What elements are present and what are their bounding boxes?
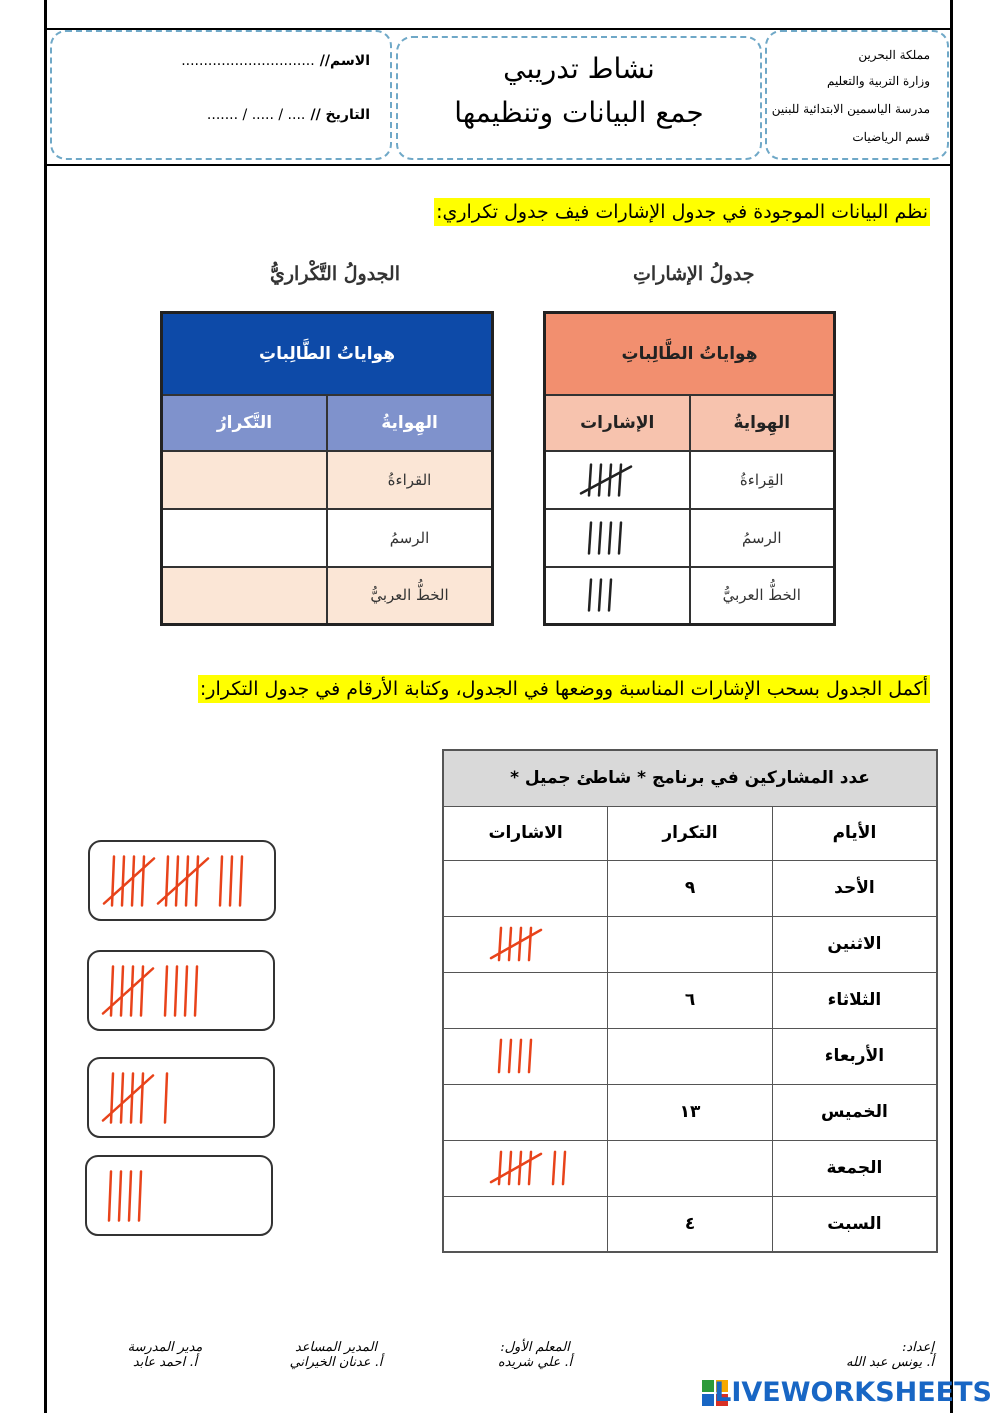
drag-option-tally[interactable]: [88, 840, 276, 921]
tally-stroke: [220, 857, 222, 906]
school-info-line-2: وزارة التربية والتعليم: [826, 74, 930, 88]
tally-stroke: [509, 928, 511, 960]
participants-table: [442, 749, 938, 1253]
drag-option-tally[interactable]: [87, 1057, 275, 1138]
footer-prepared: [814, 1340, 934, 1370]
tally-table: [543, 311, 836, 626]
tally-stroke: [589, 464, 591, 495]
tally-stroke: [230, 857, 232, 906]
day-cell: الاثنين: [772, 916, 937, 972]
day-cell: الأحد: [772, 860, 937, 916]
tally-stroke: [619, 464, 621, 495]
name-field[interactable]: ..............................: [181, 53, 315, 69]
tally-marks-cell: [545, 509, 690, 567]
principal-name: أ. احمد عابد: [132, 1355, 198, 1370]
tally-stroke: [122, 857, 124, 906]
frequency-cell[interactable]: [608, 1140, 773, 1196]
tally-marks: [487, 1145, 607, 1191]
tally-drop-zone[interactable]: [443, 972, 608, 1028]
tally-stroke: [165, 967, 167, 1016]
participants-col-freq: التكرار: [608, 806, 773, 860]
frequency-row-hobby: الخطُّ العربيُّ: [327, 567, 493, 625]
tally-table-header: هِواياتُ الطَّالِباتِ: [545, 313, 835, 395]
tally-stroke: [165, 1074, 167, 1123]
tally-row-hobby: القِراءةُ: [690, 451, 835, 509]
tally-drop-zone[interactable]: [443, 1140, 608, 1196]
tally-strike: [491, 1154, 541, 1182]
date-row: [207, 104, 370, 123]
prepared-name: أ. يونس عبد الله: [845, 1355, 934, 1370]
instruction-2: أكمل الجدول بسحب الإشارات المناسبة ووضعها في الجدول، وكتابة الأرقام في جدول التكرار:: [198, 675, 930, 703]
right-border-line: [950, 0, 953, 1413]
tally-stroke: [141, 967, 143, 1016]
name-row: [181, 50, 370, 69]
prepared-label: إعداد:: [902, 1340, 934, 1355]
date-field[interactable]: .... / ..... / .......: [206, 107, 306, 123]
school-info-line-1: مملكة البحرين: [858, 48, 930, 62]
tally-stroke: [509, 1040, 511, 1072]
first-teacher-label: المعلم الأول:: [500, 1340, 570, 1355]
tally-stroke: [131, 967, 133, 1016]
tally-strike: [581, 466, 631, 493]
frequency-col-freq: التَّكرارُ: [162, 395, 328, 451]
tally-marks: [577, 516, 657, 560]
tally-col-hobby: الهِوايةُ: [690, 395, 835, 451]
tally-stroke: [599, 522, 601, 553]
tally-marks: [100, 846, 270, 916]
footer-principal: [110, 1340, 220, 1370]
tally-row-hobby: الرسمُ: [690, 509, 835, 567]
date-label: التاريخ //: [310, 107, 370, 123]
frequency-cell[interactable]: ٤: [608, 1196, 773, 1252]
tally-drop-zone[interactable]: [443, 860, 608, 916]
tally-stroke: [121, 1074, 123, 1123]
footer-first-teacher: [480, 1340, 590, 1370]
tally-stroke: [196, 857, 198, 906]
tally-stroke: [166, 857, 168, 906]
tally-stroke: [499, 928, 501, 960]
tally-stroke: [499, 1152, 501, 1184]
participants-table-title: عدد المشاركين في برنامج * شاطئ جميل *: [443, 750, 937, 806]
assistant-principal-name: أ. عدنان الخيراني: [289, 1355, 383, 1370]
frequency-cell[interactable]: ١٣: [608, 1084, 773, 1140]
tally-stroke: [589, 580, 591, 611]
tally-marks: [487, 921, 607, 967]
tally-stroke: [529, 1040, 531, 1072]
tally-drop-zone[interactable]: [443, 916, 608, 972]
tally-stroke: [519, 1040, 521, 1072]
tally-marks: [487, 977, 607, 1023]
tally-stroke: [609, 522, 611, 553]
frequency-cell[interactable]: [608, 1028, 773, 1084]
tally-drop-zone[interactable]: [443, 1028, 608, 1084]
tally-stroke: [609, 464, 611, 495]
frequency-input-cell[interactable]: [162, 509, 328, 567]
tally-stroke: [186, 857, 188, 906]
tally-stroke: [112, 857, 114, 906]
tally-stroke: [109, 1172, 111, 1221]
tally-stroke: [195, 967, 197, 1016]
tally-stroke: [129, 1172, 131, 1221]
tally-stroke: [175, 967, 177, 1016]
drag-option-tally[interactable]: [87, 950, 275, 1031]
brand-logo[interactable]: LIVEWORKSHEETS: [714, 1377, 992, 1408]
tally-col-tally: الإشارات: [545, 395, 690, 451]
frequency-cell[interactable]: [608, 916, 773, 972]
tally-stroke: [609, 580, 611, 611]
frequency-table-caption: الجدولُ التَّكْراريُّ: [270, 263, 401, 285]
tally-stroke: [240, 857, 242, 906]
day-cell: الجمعة: [772, 1140, 937, 1196]
tally-strike: [158, 859, 208, 904]
day-cell: الثلاثاء: [772, 972, 937, 1028]
tally-marks: [99, 1063, 269, 1133]
tally-stroke: [142, 857, 144, 906]
tally-stroke: [509, 1152, 511, 1184]
tally-row-hobby: الخطُّ العربيُّ: [690, 567, 835, 625]
tally-table-caption: جدولُ الإشاراتِ: [633, 263, 755, 285]
tally-marks: [99, 956, 269, 1026]
tally-stroke: [176, 857, 178, 906]
frequency-row-hobby: القراءةُ: [327, 451, 493, 509]
tally-marks: [487, 1201, 607, 1247]
tally-stroke: [519, 928, 521, 960]
tally-stroke: [599, 580, 601, 611]
tally-stroke: [185, 967, 187, 1016]
tally-marks-cell: [545, 451, 690, 509]
day-cell: السبت: [772, 1196, 937, 1252]
school-info-line-3: مدرسة الياسمين الابتدائية للبنين: [771, 102, 930, 116]
tally-stroke: [563, 1152, 565, 1184]
frequency-input-cell[interactable]: [162, 451, 328, 509]
tally-stroke: [132, 857, 134, 906]
assistant-principal-label: المدير المساعد: [294, 1340, 378, 1355]
tally-marks: [487, 1089, 607, 1135]
tally-marks: [487, 1033, 607, 1079]
tally-marks: [97, 1161, 267, 1231]
school-info-line-4: قسم الرياضيات: [852, 130, 930, 144]
participants-col-days: الأيام: [772, 806, 937, 860]
frequency-cell[interactable]: ٦: [608, 972, 773, 1028]
tally-stroke: [499, 1040, 501, 1072]
tally-stroke: [599, 464, 601, 495]
principal-label: مدير المدرسة: [127, 1340, 203, 1355]
tally-stroke: [529, 1152, 531, 1184]
left-border-line: [44, 0, 47, 1413]
tally-strike: [103, 969, 153, 1014]
tally-strike: [104, 859, 154, 904]
frequency-input-cell[interactable]: [162, 567, 328, 625]
frequency-cell[interactable]: ٩: [608, 860, 773, 916]
tally-stroke: [553, 1152, 555, 1184]
tally-stroke: [589, 522, 591, 553]
tally-stroke: [119, 1172, 121, 1221]
participants-col-tally: الاشارات: [443, 806, 608, 860]
footer-assistant-principal: [276, 1340, 396, 1370]
tally-stroke: [111, 967, 113, 1016]
tally-strike: [103, 1076, 153, 1121]
first-teacher-name: أ. علي شريده: [497, 1355, 573, 1370]
frequency-table-header: هِواياتُ الطَّالِباتِ: [162, 313, 493, 395]
tally-marks: [577, 458, 657, 502]
tally-stroke: [139, 1172, 141, 1221]
header-bottom-rule: [44, 164, 953, 166]
day-cell: الأربعاء: [772, 1028, 937, 1084]
title-line-2: جمع البيانات وتنظيمها: [454, 96, 704, 129]
tally-drop-zone[interactable]: [443, 1196, 608, 1252]
tally-marks-cell: [545, 567, 690, 625]
tally-strike: [491, 930, 541, 958]
tally-marks: [487, 865, 607, 911]
tally-stroke: [121, 967, 123, 1016]
title-line-1: نشاط تدريبي: [503, 52, 655, 85]
drag-option-tally[interactable]: [85, 1155, 273, 1236]
instruction-1: نظم البيانات الموجودة في جدول الإشارات فيف جدول تكراري:: [434, 198, 930, 226]
frequency-col-hobby: الهِوايةُ: [327, 395, 493, 451]
tally-drop-zone[interactable]: [443, 1084, 608, 1140]
tally-stroke: [529, 928, 531, 960]
tally-stroke: [519, 1152, 521, 1184]
tally-stroke: [111, 1074, 113, 1123]
frequency-row-hobby: الرسمُ: [327, 509, 493, 567]
tally-stroke: [141, 1074, 143, 1123]
frequency-table: [160, 311, 494, 626]
name-label: الاسم//: [319, 53, 370, 69]
day-cell: الخميس: [772, 1084, 937, 1140]
tally-stroke: [131, 1074, 133, 1123]
tally-stroke: [619, 522, 621, 553]
tally-marks: [577, 573, 657, 617]
